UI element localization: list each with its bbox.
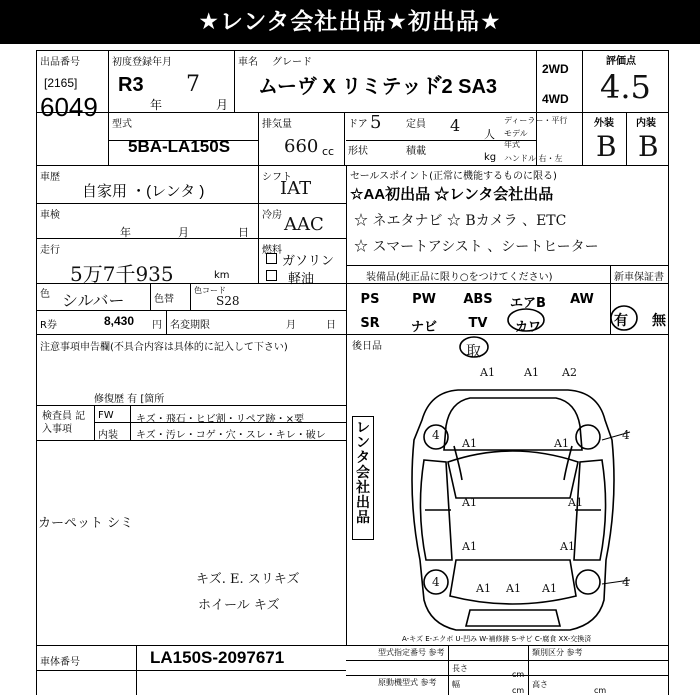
color-label: 色 <box>40 289 50 300</box>
pillar-line <box>564 446 572 480</box>
drive-2wd: 2WD <box>542 62 569 76</box>
month-suffix: 月 <box>216 98 229 112</box>
chassis-label: 車体番号 <box>40 657 80 668</box>
mark-a1-5: A1 <box>462 496 477 509</box>
shape-label: 形状 <box>348 146 368 157</box>
rear-seat-label: 後日品 <box>352 341 382 352</box>
equip-pw: PW <box>412 292 436 307</box>
color-change-label: 色替 <box>154 294 174 305</box>
exterior-label: 外装 <box>594 118 614 129</box>
displacement-value: 660 <box>284 136 319 157</box>
car-name-value: ムーヴ X リミテッド゙2 SA3 <box>258 76 498 98</box>
mark-a1-10: A1 <box>506 582 521 595</box>
mark-a1-9: A1 <box>476 582 491 595</box>
mark-a1-3: A1 <box>462 437 477 450</box>
warranty-no: 無 <box>652 312 666 328</box>
lot-sub-number: [2165] <box>44 76 78 90</box>
doors-value: 5 <box>370 112 382 133</box>
history-label: 車歴 <box>40 172 60 183</box>
note-2: キズ. E. スリキズ <box>196 572 300 587</box>
history-value: 自家用 ・(レンタ ) <box>82 183 205 200</box>
cooler-value: AAC <box>284 214 324 235</box>
exterior-value: B <box>596 130 617 163</box>
inspection-month: 月 <box>178 226 189 239</box>
height-label: 高さ <box>532 680 548 689</box>
color-code-value: S28 <box>216 294 240 308</box>
mileage-value: 5万7千935 <box>70 262 174 286</box>
circle-aw <box>508 309 544 331</box>
name-change-month: 月 <box>286 320 296 331</box>
warranty-yes: 有 <box>614 312 628 328</box>
inspector-fw: FW <box>98 410 114 421</box>
cm-unit: cm <box>512 670 525 679</box>
mark-a1-8: A1 <box>560 540 575 553</box>
load-unit: kg <box>484 152 497 163</box>
load-label: 積載 <box>406 146 426 157</box>
model-year-label: モデル 年式 <box>504 129 528 149</box>
equip-tv: TV <box>468 316 488 331</box>
class-label: 類別区分 参考 <box>532 648 583 657</box>
grade-label: グレード <box>272 57 312 68</box>
rear-seat-value: 取 <box>466 342 482 360</box>
fuel-value1: ガソリン <box>282 253 335 268</box>
mark-a1-7: A1 <box>462 540 477 553</box>
equip-airbag: エアB <box>510 296 546 311</box>
sales-line3: ☆ スマートアシスト 、シートヒーター <box>354 239 599 255</box>
name-change-label: 名変期限 <box>170 320 210 331</box>
engine-label: 原動機型式 参考 <box>378 678 437 687</box>
windshield-outline <box>448 451 578 498</box>
shift-label: シフト <box>262 172 292 183</box>
note-3: ホイール キズ <box>198 598 280 613</box>
capacity-value: 4 <box>450 116 461 135</box>
interior-value: B <box>638 130 659 163</box>
equip-sr: SR <box>360 316 380 331</box>
name-change-day: 日 <box>326 320 336 331</box>
note-1: カーペット シミ <box>38 516 134 531</box>
color-code-label: 色コード <box>194 286 226 295</box>
rating-value: 4.5 <box>600 68 651 106</box>
dent-fl: 4 <box>432 428 440 442</box>
fuel-value2: 軽油 <box>288 271 315 286</box>
recycle-label: R券 <box>40 320 57 331</box>
trunk-outline <box>466 610 560 626</box>
inspector-label: 検査員 記入事項 <box>42 411 86 435</box>
model-value: 5BA-LA150S <box>128 137 231 156</box>
sales-line2: ☆ ネエタナビ ☆ Bカメラ 、ETC <box>354 213 567 229</box>
lot-number: 6049 <box>40 92 98 122</box>
recycle-unit: 円 <box>152 320 162 331</box>
mark-a1-2: A1 <box>524 366 539 379</box>
circle-warranty <box>611 306 637 330</box>
mark-a1-6: A1 <box>568 496 583 509</box>
cm-unit: cm <box>594 686 607 695</box>
shift-value: IAT <box>280 178 312 199</box>
interior-label: 内装 <box>636 118 656 129</box>
dent-fr: 4 <box>622 428 630 442</box>
mark-a1-4: A1 <box>554 437 569 450</box>
inspector-fw-text: キズ・飛石・ヒビ割・リペア跡・×要 <box>136 414 304 425</box>
model-designation-label: 型式指定番号 参考 <box>378 648 445 657</box>
capacity-label: 定員 <box>406 119 426 130</box>
wheel-front-right <box>576 425 600 449</box>
year-suffix: 年 <box>150 98 163 112</box>
sales-line1: ☆AA初出品 ☆レンタ会社出品 <box>350 186 554 203</box>
registration-month: 7 <box>186 72 200 97</box>
doors-label: ドア <box>348 119 368 130</box>
dent-rr: 4 <box>622 575 630 589</box>
registration-label: 初度登録年月 <box>112 57 172 68</box>
displacement-label: 排気量 <box>262 119 292 130</box>
inspection-day: 日 <box>238 226 249 239</box>
fuel-label: 燃料 <box>262 245 282 256</box>
cooler-label: 冷房 <box>262 210 282 221</box>
capacity-unit: 人 <box>484 128 495 141</box>
mark-a2: A2 <box>562 366 577 379</box>
equipment-label: 装備品(純正品に限り○をつけてください) <box>366 272 553 283</box>
inspector-int: 内装 <box>98 430 118 441</box>
inspection-label: 車検 <box>40 210 60 221</box>
mileage-label: 走行 <box>40 245 60 256</box>
cc-unit: cc <box>322 145 335 158</box>
rating-label: 評価点 <box>606 56 636 67</box>
rental-vertical-text: レンタ会社出品 <box>356 420 370 526</box>
mark-a1-1: A1 <box>480 366 495 379</box>
equip-aw: AW <box>570 292 594 307</box>
repair-history: 修復歴 有 [箇所 <box>94 394 165 405</box>
color-value: シルバー <box>62 291 125 310</box>
recycle-value: 8,430 <box>104 314 135 328</box>
mileage-unit: km <box>214 270 230 281</box>
sales-label: セールスポイント(正常に機能するものに限る) <box>350 171 557 182</box>
wheel-rear-right <box>576 570 600 594</box>
inspection-year: 年 <box>120 226 131 239</box>
equip-abs: ABS <box>463 292 493 307</box>
chassis-value: LA150S-2097671 <box>150 648 285 667</box>
length-label: 長さ <box>452 664 468 673</box>
model-label: 型式 <box>112 119 132 130</box>
lot-label: 出品番号 <box>40 57 80 68</box>
dent-rl: 4 <box>432 575 440 589</box>
handle-label: ハンドル 右・左 <box>504 154 563 163</box>
equip-leather: カワ <box>514 320 541 335</box>
circle-rear-seat <box>460 337 488 357</box>
notes-label: 注意事項申告欄(不具合内容は具体的に記入して下さい) <box>40 342 288 353</box>
width-label: 幅 <box>452 680 460 689</box>
car-name-label: 車名 <box>238 57 258 68</box>
inspector-int-text: キズ・汚レ・コゲ・穴・スレ・キレ・破レ <box>136 430 326 441</box>
pillar-line <box>454 446 462 480</box>
equip-ps: PS <box>360 292 380 307</box>
registration-era: R3 <box>118 74 144 96</box>
damage-legend: A-キズ E-エクボ U-凹み W-補修跡 S-サビ C-腐食 XX-交換済 <box>402 635 592 643</box>
equip-navi: ナビ <box>410 320 437 335</box>
dealer-label: ディーラー・平行 <box>504 116 568 125</box>
mark-a1-11: A1 <box>542 582 557 595</box>
warranty-label: 新車保証書 <box>614 272 664 283</box>
drive-4wd: 4WD <box>542 92 569 106</box>
cm-unit: cm <box>512 686 525 695</box>
page-header: ★レンタ会社出品★初出品★ <box>0 0 700 44</box>
